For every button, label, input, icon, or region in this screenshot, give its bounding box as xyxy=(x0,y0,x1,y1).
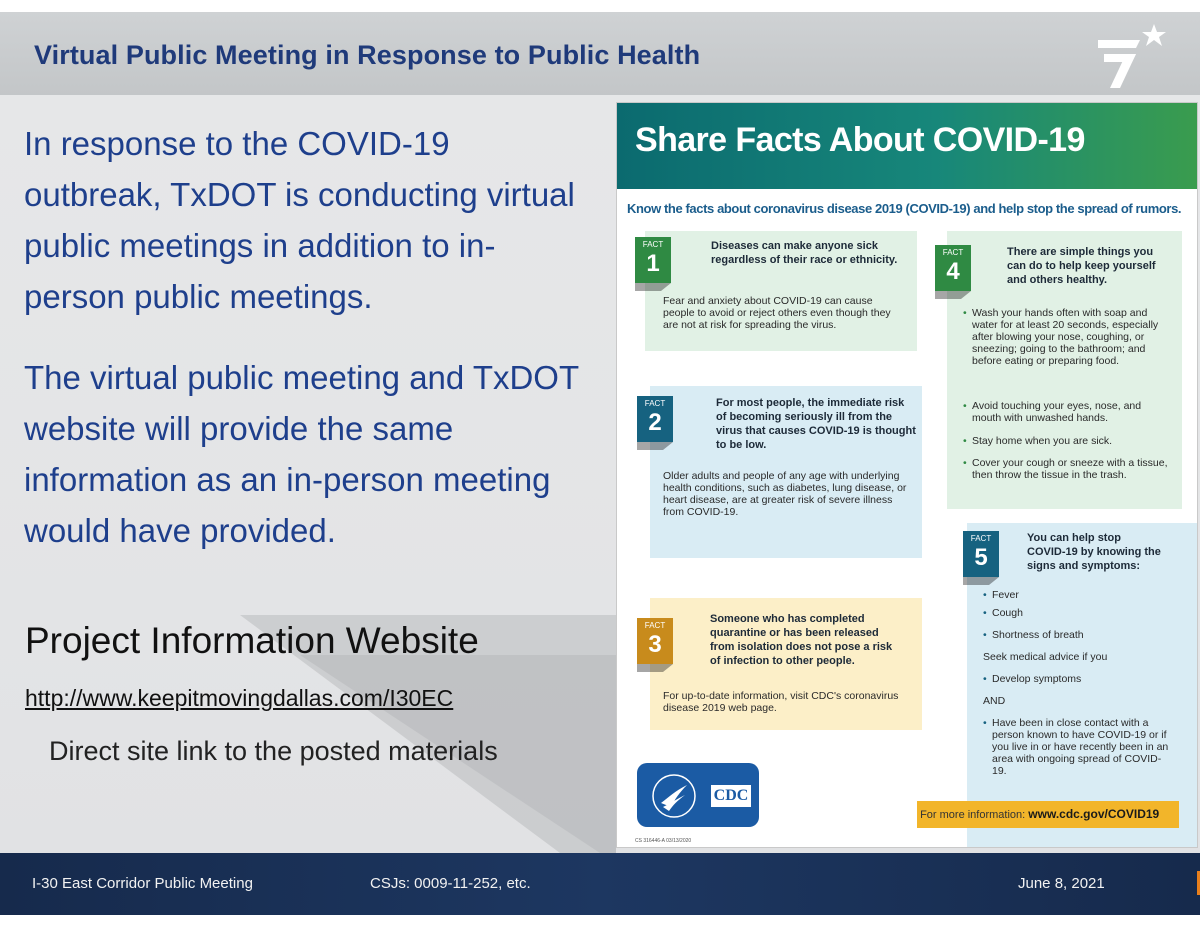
fact-5-box xyxy=(967,523,1197,847)
lead-paragraph-2: The virtual public meeting and TxDOT website will provide the same information as an in-person meeting would have provided. xyxy=(24,359,579,549)
fact-2-badge xyxy=(637,396,673,442)
fact-4-bullet: • Cover your cough or sneeze with a tissue, then throw the tissue in the trash. xyxy=(972,457,1168,481)
lead-paragraph-1: In response to the COVID-19 outbreak, TxDOT is conducting virtual public meetings in addition to in-person public meetings. xyxy=(24,125,575,315)
lead-text xyxy=(24,118,594,549)
symptom-item: • Cough xyxy=(992,607,1182,619)
header-band xyxy=(0,12,1200,95)
poster-subtitle: Know the facts about coronavirus disease 2019 (COVID-19) and help stop the spread of rumors. xyxy=(627,201,1182,216)
fact-2-body: Older adults and people of any age with underlying health conditions, such as diabetes, lung disease, or heart disease, are at greater risk of severe illness from COVID-19. xyxy=(663,470,907,518)
contact-condition: • Have been in close contact with a person known to have COVID-19 or if you live in or have recently been in an area with ongoing spread of COVID-19. xyxy=(992,717,1172,777)
more-info-link[interactable]: www.cdc.gov/COVID19 xyxy=(1028,807,1160,821)
cdc-wordmark: CDC xyxy=(711,785,751,807)
fact-3-box xyxy=(644,598,922,730)
fact-3-badge xyxy=(637,618,673,664)
fact-label: FACT xyxy=(642,240,664,249)
covid-facts-poster xyxy=(616,102,1198,848)
hhs-eagle-icon xyxy=(649,773,699,819)
fact-5-badge xyxy=(963,531,999,577)
fact-3-body: For up-to-date information, visit CDC's coronavirus disease 2019 web page. xyxy=(663,690,899,714)
project-website-link[interactable]: http://www.keepitmovingdallas.com/I30EC xyxy=(25,685,454,711)
fact-1-box xyxy=(642,231,917,351)
symptom-item: • Shortness of breath xyxy=(992,629,1182,641)
fact-4-badge xyxy=(935,245,971,291)
fact-number: 1 xyxy=(646,250,660,277)
fact-label: FACT xyxy=(644,621,666,630)
medical-advice-text: Seek medical advice if you xyxy=(983,651,1108,663)
fact-4-headline: There are simple things you can do to help keep yourself and others healthy. xyxy=(1007,246,1156,286)
footer-bar xyxy=(0,853,1200,915)
footer-date: June 8, 2021 xyxy=(1018,875,1105,892)
fact-3-headline: Someone who has completed quarantine or has been released from isolation does not pose a risk of infection to other people. xyxy=(710,613,893,667)
more-info-label: For more information: xyxy=(920,809,1026,821)
project-website-title: Project Information Website xyxy=(25,620,479,661)
footer-meeting: I-30 East Corridor Public Meeting xyxy=(32,875,253,892)
fact-4-bullet: • Stay home when you are sick. xyxy=(972,435,1168,447)
footer-csjs: CSJs: 0009-11-252, etc. xyxy=(370,875,531,892)
fact-2-box xyxy=(644,386,922,558)
slide-title: Virtual Public Meeting in Response to Public Health xyxy=(34,40,701,70)
fact-number: 2 xyxy=(648,409,662,436)
poster-title: Share Facts About COVID-19 xyxy=(635,121,1085,159)
fact-4-box xyxy=(942,231,1182,509)
fact-1-badge xyxy=(635,237,671,283)
project-website-description: Direct site link to the posted materials xyxy=(49,736,498,766)
fact-5-headline: You can help stop COVID-19 by knowing the signs and symptoms: xyxy=(1027,532,1161,572)
poster-banner xyxy=(617,103,1197,189)
fact-number: 5 xyxy=(974,544,988,571)
fact-label: FACT xyxy=(942,248,964,257)
condition-item: • Develop symptoms xyxy=(992,673,1182,685)
fact-label: FACT xyxy=(970,534,992,543)
fact-4-bullet: • Wash your hands often with soap and water for at least 20 seconds, especially after blowing your nose, coughing, or sneezing; going to the bathroom; and before eating or preparing food. xyxy=(972,307,1168,367)
poster-code: CS 316446-A 03/13/2020 xyxy=(635,838,692,844)
fact-1-body: Fear and anxiety about COVID-19 can cause people to avoid or reject others even though they are not at risk for spreading the virus. xyxy=(663,295,891,331)
fact-number: 3 xyxy=(648,631,662,658)
more-info-bar xyxy=(917,801,1179,828)
fact-2-headline: For most people, the immediate risk of becoming seriously ill from the virus that causes COVID-19 is thought to be low. xyxy=(716,397,916,451)
fact-4-bullet: • Avoid touching your eyes, nose, and mouth with unwashed hands. xyxy=(972,400,1168,424)
txdot-logo-icon xyxy=(1092,20,1172,90)
fact-1-headline: Diseases can make anyone sick regardless of their race or ethnicity. xyxy=(711,240,898,266)
fact-label: FACT xyxy=(644,399,666,408)
symptom-item: • Fever xyxy=(992,589,1182,601)
and-label: AND xyxy=(983,695,1006,707)
fact-number: 4 xyxy=(946,258,960,285)
cdc-logo xyxy=(637,763,759,827)
